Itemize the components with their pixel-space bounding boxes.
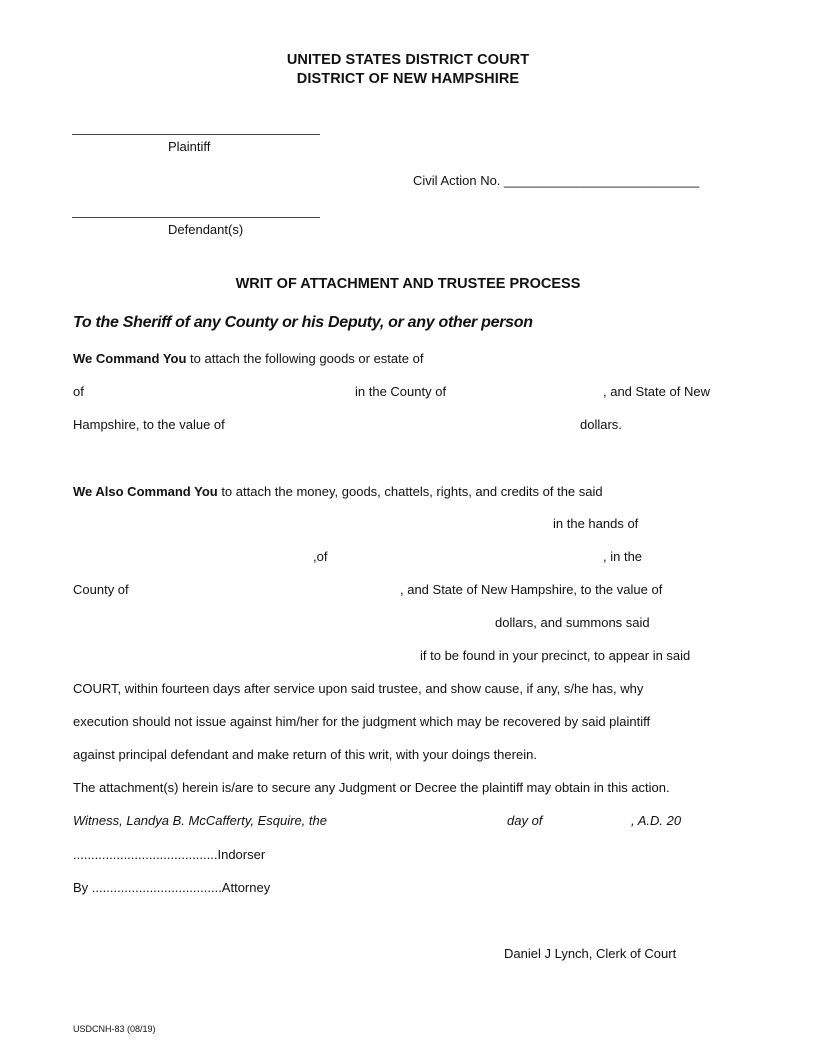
intro-address: To the Sheriff of any County or his Deputy, or any other person bbox=[73, 314, 533, 331]
court-name: UNITED STATES DISTRICT COURT bbox=[286, 52, 530, 68]
clerk-of-court: Daniel J Lynch, Clerk of Court bbox=[504, 946, 677, 961]
comma-of-label: ,of bbox=[313, 549, 328, 564]
second-command-line bbox=[73, 484, 603, 499]
county-of-label: County of bbox=[73, 582, 129, 597]
document-title: WRIT OF ATTACHMENT AND TRUSTEE PROCESS bbox=[235, 276, 581, 292]
ad-year-label: , A.D. 20 bbox=[631, 813, 682, 828]
district-name: DISTRICT OF NEW HAMPSHIRE bbox=[296, 71, 520, 87]
against-paragraph-line: against principal defendant and make return of this writ, with your doings therein. bbox=[73, 747, 537, 762]
in-county-of-label: in the County of bbox=[355, 384, 447, 399]
day-of-label: day of bbox=[507, 813, 543, 828]
first-command-lead: We Command You bbox=[73, 351, 187, 366]
in-the-label: , in the bbox=[603, 549, 643, 564]
plaintiff-signature-line[interactable] bbox=[72, 134, 320, 135]
defendant-signature-line[interactable] bbox=[72, 217, 320, 218]
and-state-label: , and State of New bbox=[603, 384, 710, 399]
court-paragraph-line: COURT, within fourteen days after service upon said trustee, and show cause, if any, s/he has, why bbox=[73, 681, 644, 696]
second-command-lead: We Also Command You bbox=[73, 484, 218, 499]
first-command-line bbox=[73, 351, 423, 366]
hampshire-value-label: Hampshire, to the value of bbox=[73, 417, 225, 432]
defendant-label: Defendant(s) bbox=[168, 222, 244, 237]
plaintiff-label: Plaintiff bbox=[168, 139, 211, 154]
civil-action-number-field[interactable]: Civil Action No. ___________________________ bbox=[413, 173, 700, 188]
dollars-label: dollars. bbox=[580, 417, 622, 432]
attorney-field[interactable]: By ....................................Attorney bbox=[73, 880, 271, 895]
in-hands-of-label: in the hands of bbox=[553, 516, 639, 531]
state-value-label: , and State of New Hampshire, to the value of bbox=[400, 582, 663, 597]
of-label: of bbox=[73, 384, 84, 399]
execution-paragraph-line: execution should not issue against him/her for the judgment which may be recovered by said plaintiff bbox=[73, 714, 651, 729]
if-found-label: if to be found in your precinct, to appear in said bbox=[420, 648, 691, 663]
form-id: USDCNH-83 (08/19) bbox=[73, 1024, 156, 1034]
first-command-text: to attach the following goods or estate of bbox=[186, 351, 424, 366]
indorser-field[interactable]: ........................................Indorser bbox=[73, 847, 266, 862]
witness-text: Witness, Landya B. McCafferty, Esquire, the bbox=[73, 813, 327, 828]
attachment-note: The attachment(s) herein is/are to secure any Judgment or Decree the plaintiff may obtain in this action. bbox=[73, 780, 670, 795]
dollars-summons-label: dollars, and summons said bbox=[495, 615, 650, 630]
second-command-text: to attach the money, goods, chattels, rights, and credits of the said bbox=[217, 484, 603, 499]
